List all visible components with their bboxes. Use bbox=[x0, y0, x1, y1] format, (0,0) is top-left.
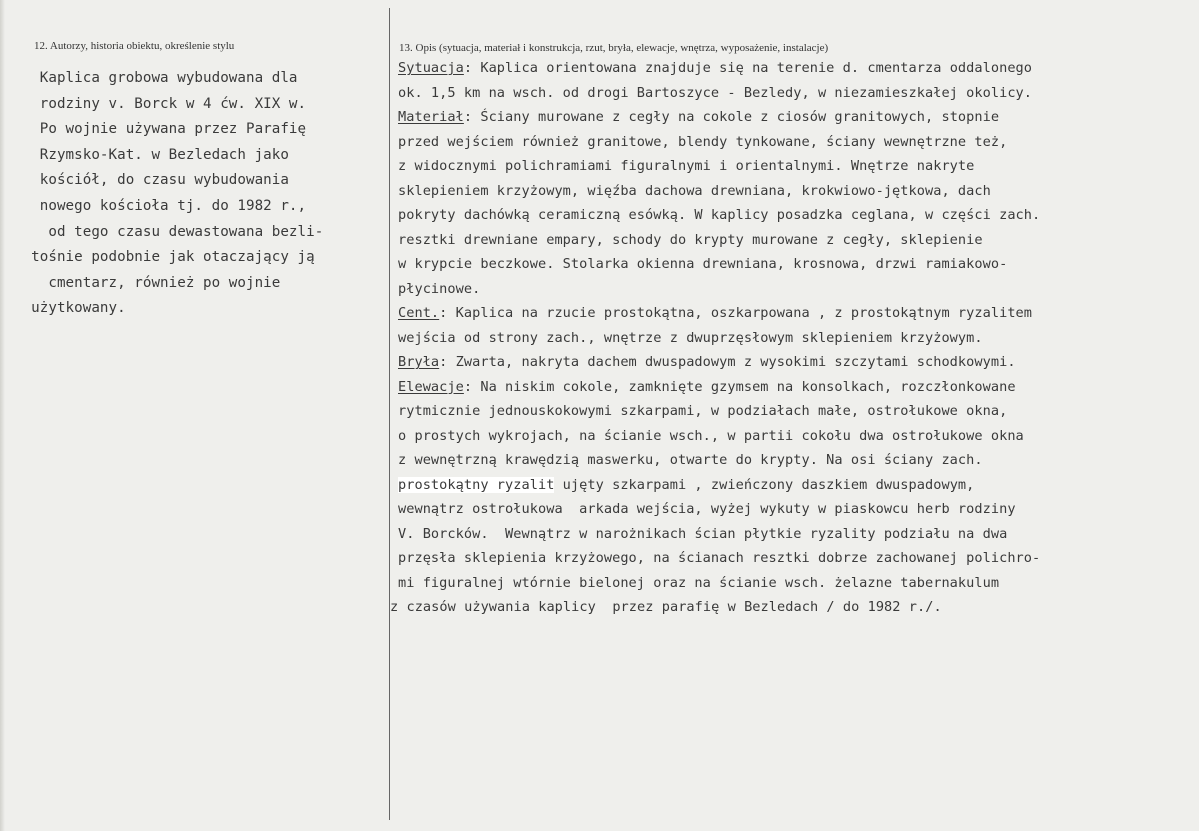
line-text: wejścia od strony zach., wnętrze z dwuprzęsłowym sklepieniem krzyżowym. bbox=[398, 329, 983, 346]
description-line bbox=[398, 179, 1040, 204]
description-line bbox=[398, 228, 1040, 253]
line-text: : Na niskim cokole, zamknięte gzymsem na konsolkach, rozczłonkowane bbox=[463, 378, 1016, 395]
description-section-line bbox=[398, 105, 1040, 130]
line-text: o prostych wykrojach, na ścianie wsch., w partii cokołu dwa ostrołukowe okna bbox=[398, 427, 1024, 444]
history-line: tośnie podobnie jak otaczający ją bbox=[14, 249, 315, 266]
description-line bbox=[398, 252, 1040, 277]
history-line: rodziny v. Borck w 4 ćw. XIX w. bbox=[14, 95, 307, 112]
line-text: płycinowe. bbox=[398, 280, 481, 297]
history-line: Rzymsko-Kat. w Bezledach jako bbox=[14, 146, 289, 163]
line-text: w krypcie beczkowe. Stolarka okienna drewniana, krosnowa, drzwi ramiakowo- bbox=[398, 256, 1008, 272]
description-line bbox=[398, 546, 1040, 571]
description-line bbox=[398, 326, 1040, 351]
section-13-header: 13. Opis (sytuacja, materiał i konstrukcja, rzut, bryła, elewacje, wnętrza, wyposażenie, instalacje) bbox=[399, 42, 829, 54]
description-section-line bbox=[398, 56, 1040, 81]
section-label: Elewacje bbox=[398, 378, 464, 395]
description-line bbox=[398, 399, 1040, 424]
line-text: przęsła sklepienia krzyżowego, na ścianach resztki dobrze zachowanej polichro- bbox=[398, 550, 1041, 566]
description-line bbox=[398, 448, 1040, 473]
description-section-line bbox=[398, 350, 1040, 375]
line-text: z widocznymi polichramiami figuralnymi i orientalnymi. Wnętrze nakryte bbox=[398, 158, 975, 174]
line-text: z czasów używania kaplicy przez parafię w Bezledach / do 1982 r./. bbox=[390, 599, 942, 615]
history-line: Kaplica grobowa wybudowana dla bbox=[14, 70, 298, 86]
section-label: Sytuacja bbox=[398, 60, 464, 76]
history-line: użytkowany. bbox=[14, 300, 126, 317]
history-line: nowego kościoła tj. do 1982 r., bbox=[14, 197, 307, 214]
line-text: z wewnętrzną krawędzią maswerku, otwarte do krypty. Na osi ściany zach. bbox=[398, 452, 983, 468]
description-line bbox=[398, 497, 1040, 522]
line-text: : Ściany murowane z cegły na cokole z ciosów granitowych, stopnie bbox=[463, 109, 1000, 125]
description-line bbox=[398, 473, 1040, 498]
description-line bbox=[398, 277, 1040, 302]
history-line: kościół, do czasu wybudowania bbox=[14, 172, 289, 189]
section-label: Bryła bbox=[398, 354, 440, 370]
line-text: resztki drewniane empary, schody do krypty murowane z cegły, sklepienie bbox=[398, 231, 983, 248]
highlighted-phrase: prostokątny ryzalit bbox=[398, 476, 555, 493]
line-text: : Zwarta, nakryta dachem dwuspadowym z wysokimi szczytami schodkowymi. bbox=[439, 354, 1016, 370]
section-label: Cent. bbox=[398, 305, 440, 321]
column-divider bbox=[389, 8, 390, 820]
description-text bbox=[390, 56, 1041, 620]
line-text: V. Borcków. Wewnątrz w narożnikach ścian płytkie ryzality podziału na dwa bbox=[398, 525, 1008, 542]
line-text: przed wejściem również granitowe, blendy tynkowane, ściany wewnętrzne też, bbox=[398, 133, 1008, 150]
description-line bbox=[398, 424, 1040, 449]
line-text: mi figuralnej wtórnie bielonej oraz na ścianie wsch. żelazne tabernakulum bbox=[398, 574, 1000, 591]
line-text: : Kaplica orientowana znajduje się na terenie d. cmentarza oddalonego bbox=[463, 60, 1033, 76]
section-label: Materiał bbox=[398, 109, 464, 125]
line-text: : Kaplica na rzucie prostokątna, oszkarpowana , z prostokątnym ryzalitem bbox=[439, 305, 1033, 321]
description-line bbox=[398, 154, 1040, 179]
history-line: od tego czasu dewastowana bezli- bbox=[14, 223, 324, 240]
description-line bbox=[398, 571, 1040, 596]
description-section-line bbox=[398, 375, 1040, 400]
line-text: wewnątrz ostrołukowa arkada wejścia, wyżej wykuty w piaskowcu herb rodziny bbox=[398, 501, 1016, 517]
line-text: pokryty dachówką ceramiczną esówką. W kaplicy posadzka ceglana, w części zach. bbox=[398, 207, 1041, 223]
line-text: rytmicznie jednouskokowymi szkarpami, w podziałach małe, ostrołukowe okna, bbox=[398, 403, 1008, 419]
description-line bbox=[398, 130, 1040, 155]
history-line: cmentarz, również po wojnie bbox=[14, 274, 281, 291]
description-line bbox=[398, 81, 1040, 106]
section-12-header: 12. Autorzy, historia obiektu, określenie stylu bbox=[34, 40, 235, 52]
history-line: Po wojnie używana przez Parafię bbox=[14, 121, 307, 138]
scan-edge bbox=[0, 0, 5, 831]
description-line bbox=[398, 522, 1040, 547]
line-text: sklepieniem krzyżowym, więźba dachowa drewniana, krokwiowo-jętkowa, dach bbox=[398, 182, 991, 199]
description-line bbox=[398, 203, 1040, 228]
history-text bbox=[14, 66, 323, 322]
line-text: ujęty szkarpami , zwieńczony daszkiem dwuspadowym, bbox=[554, 476, 975, 493]
line-text: ok. 1,5 km na wsch. od drogi Bartoszyce - Bezledy, w niezamieszkałej okolicy. bbox=[398, 84, 1033, 101]
description-section-line bbox=[398, 301, 1040, 326]
description-line bbox=[390, 595, 1040, 620]
